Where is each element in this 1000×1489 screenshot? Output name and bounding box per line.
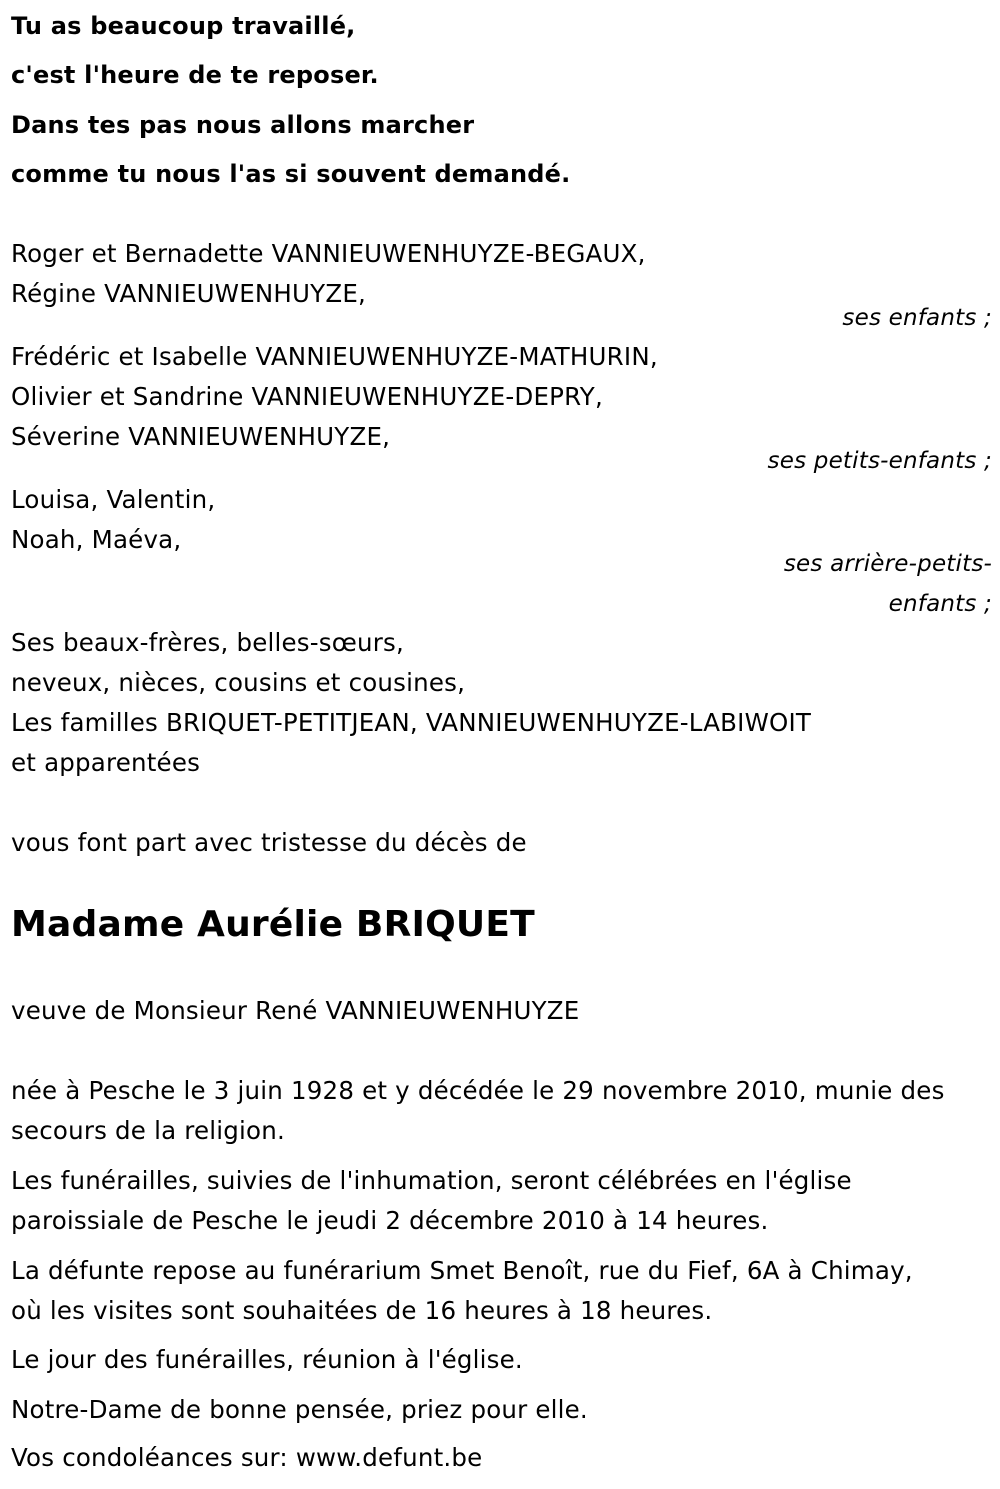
family-member: et apparentées: [11, 748, 201, 777]
prayer-line: Notre-Dame de bonne pensée, priez pour elle.: [11, 1395, 588, 1424]
great-grandchildren-role: ses arrière-petits-: [783, 551, 992, 577]
poem-line: comme tu nous l'as si souvent demandé.: [11, 160, 571, 188]
family-member: Séverine VANNIEUWENHUYZE,: [11, 422, 391, 451]
family-member: Roger et Bernadette VANNIEUWENHUYZE-BEGAUX,: [11, 239, 646, 268]
family-member: Frédéric et Isabelle VANNIEUWENHUYZE-MATHURIN,: [11, 342, 658, 371]
family-member: neveux, nièces, cousins et cousines,: [11, 668, 466, 697]
detail-line: Les funérailles, suivies de l'inhumation, seront célébrées en l'église: [11, 1166, 852, 1195]
children-role: ses enfants ;: [842, 305, 992, 331]
detail-line: où les visites sont souhaitées de 16 heures à 18 heures.: [11, 1296, 713, 1325]
detail-line: paroissiale de Pesche le jeudi 2 décembre 2010 à 14 heures.: [11, 1206, 769, 1235]
great-grandchildren-role: enfants ;: [888, 591, 992, 617]
detail-line: secours de la religion.: [11, 1116, 285, 1145]
detail-line: La défunte repose au funérarium Smet Benoît, rue du Fief, 6A à Chimay,: [11, 1256, 913, 1285]
family-member: Louisa, Valentin,: [11, 485, 216, 514]
family-member: Noah, Maéva,: [11, 525, 182, 554]
family-member: Ses beaux-frères, belles-sœurs,: [11, 628, 404, 657]
family-member: Régine VANNIEUWENHUYZE,: [11, 279, 366, 308]
family-member: Les familles BRIQUET-PETITJEAN, VANNIEUWENHUYZE-LABIWOIT: [11, 708, 812, 737]
condolences-line: Vos condoléances sur: www.defunt.be: [11, 1443, 483, 1472]
detail-line: née à Pesche le 3 juin 1928 et y décédée le 29 novembre 2010, munie des: [11, 1076, 945, 1105]
widow-of: veuve de Monsieur René VANNIEUWENHUYZE: [11, 996, 580, 1025]
detail-line: Le jour des funérailles, réunion à l'église.: [11, 1345, 523, 1374]
announcement: vous font part avec tristesse du décès de: [11, 828, 527, 857]
deceased-name: Madame Aurélie BRIQUET: [11, 904, 535, 945]
grandchildren-role: ses petits-enfants ;: [767, 448, 992, 474]
poem-line: Tu as beaucoup travaillé,: [11, 12, 356, 40]
family-member: Olivier et Sandrine VANNIEUWENHUYZE-DEPRY,: [11, 382, 603, 411]
poem-line: Dans tes pas nous allons marcher: [11, 111, 475, 139]
poem-line: c'est l'heure de te reposer.: [11, 61, 379, 89]
